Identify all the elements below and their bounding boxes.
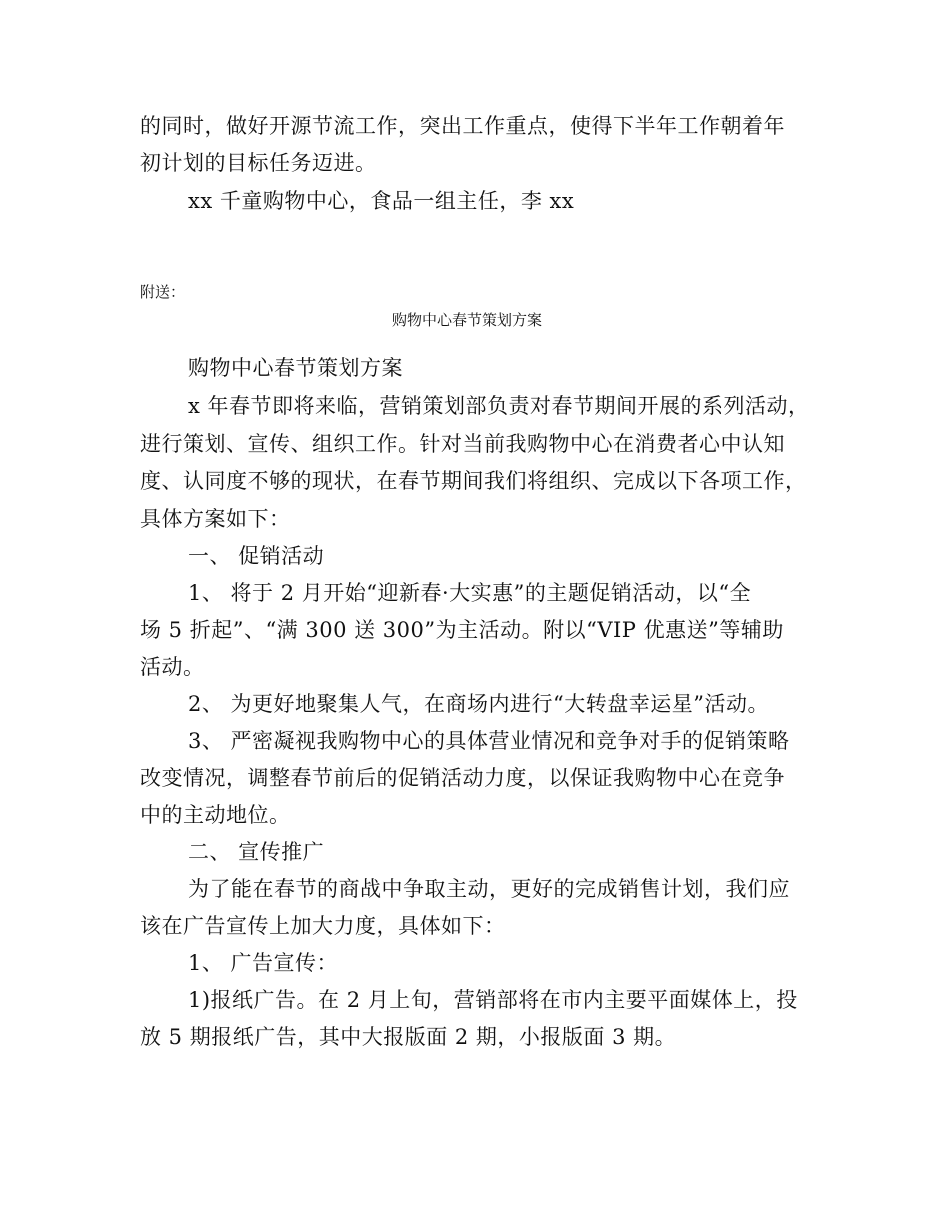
overview-line-3: 度、认同度不够的现状，在春节期间我们将组织、完成以下各项工作， [140,469,807,493]
section-two-intro-line-1: 为了能在春节的商战中争取主动，更好的完成销售计划，我们应 [188,877,790,901]
attachment-title: 购物中心春节策划方案 [392,311,543,329]
section-two-item-1: 1、 广告宣传： [188,951,339,975]
section-one-item-3-line-2: 改变情况，调整春节前后的促销活动力度，以保证我购物中心在竞争 [140,766,785,790]
section-one-item-3-line-3: 中的主动地位。 [140,803,291,827]
intro-line-2: 初计划的目标任务迈进。 [140,151,377,175]
section-one-heading: 一、 促销活动 [188,544,325,568]
section-two-sub-1-line-1: 1)报纸广告。在 2 月上旬，营销部将在市内主要平面媒体上，投 [188,988,798,1012]
section-two-intro-line-2: 该在广告宣传上加大力度，具体如下： [140,914,506,938]
section-one-item-2: 2、 为更好地聚集人气，在商场内进行“大转盘幸运星”活动。 [188,692,770,716]
section-one-item-1-line-1: 1、 将于 2 月开始“迎新春·大实惠”的主题促销活动，以“全 [188,581,752,605]
section-two-sub-1-line-2: 放 5 期报纸广告，其中大报版面 2 期，小报版面 3 期。 [140,1025,677,1049]
intro-line-1: 的同时，做好开源节流工作，突出工作重点，使得下半年工作朝着年 [140,114,785,138]
plan-heading: 购物中心春节策划方案 [188,356,403,380]
section-one-item-1-line-2: 场 5 折起”、“满 300 送 300”为主活动。附以“VIP 优惠送”等辅助 [140,618,784,642]
section-one-item-1-line-3: 活动。 [140,655,205,679]
overview-line-2: 进行策划、宣传、组织工作。针对当前我购物中心在消费者心中认知 [140,432,785,456]
section-one-item-3-line-1: 3、 严密凝视我购物中心的具体营业情况和竞争对手的促销策略 [188,729,790,753]
overview-line-4: 具体方案如下： [140,507,291,531]
signature-line: xx 千童购物中心，食品一组主任，李 xx [188,189,575,213]
overview-line-1: x 年春节即将来临，营销策划部负责对春节期间开展的系列活动， [188,394,810,418]
section-two-heading: 二、 宣传推广 [188,840,325,864]
attachment-label: 附送： [140,283,186,301]
